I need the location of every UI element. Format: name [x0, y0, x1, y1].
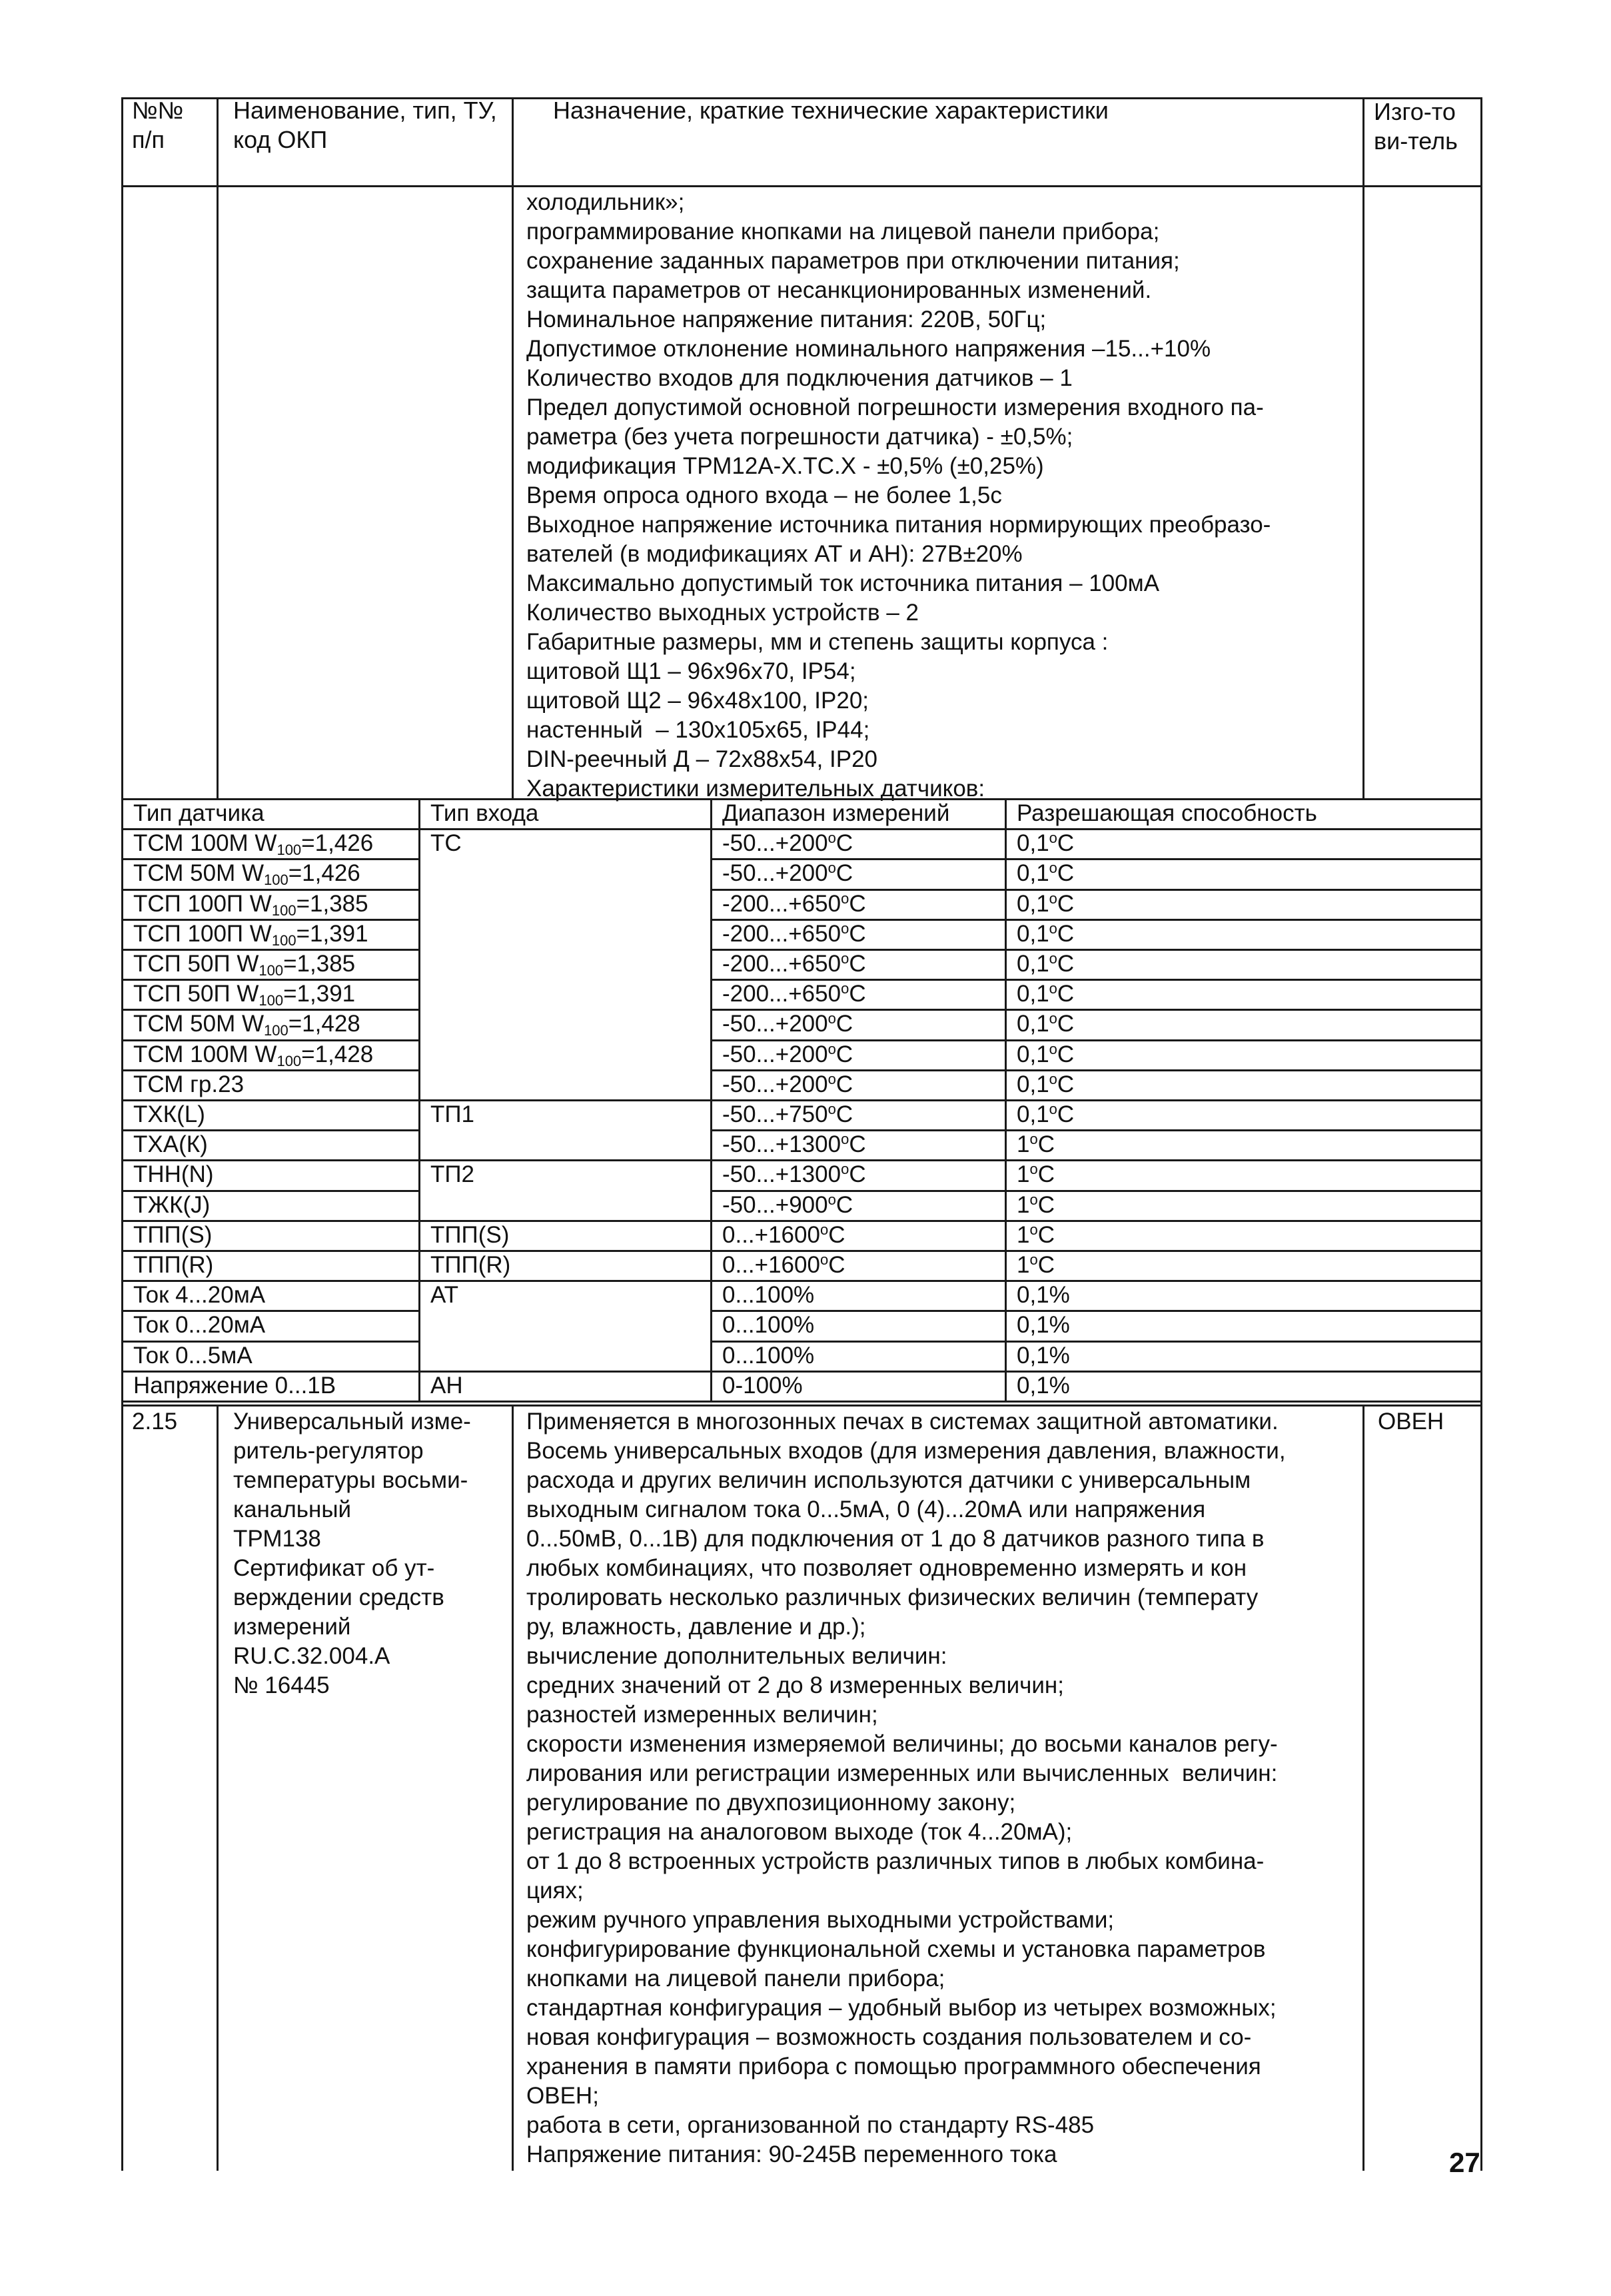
degree-mark: o: [1049, 889, 1057, 907]
resolution-cell: [1017, 979, 1074, 1009]
degree-mark: o: [827, 1040, 836, 1057]
description-line: Количество выходных устройств – 2: [526, 600, 919, 626]
sensor-type-cell: [133, 859, 360, 888]
unit: C: [835, 1011, 853, 1037]
resolution-cell: [1017, 919, 1074, 949]
entry-number: 2.15: [132, 1409, 178, 1435]
col-line-1-upper: [217, 97, 219, 798]
resolution-value: 0,1: [1017, 1071, 1049, 1097]
description-line: Напряжение питания: 90-245В переменного тока: [526, 2141, 1057, 2167]
sensor-type-cell: [133, 1191, 210, 1220]
sensor-name: Ток 4...20мА: [133, 1282, 266, 1309]
degree-mark: o: [827, 1070, 836, 1087]
resolution-value: 1: [1017, 1131, 1030, 1158]
description-line: вателей (в модификациях АТ и АН): 27В±20%: [526, 541, 1023, 567]
resolution-value: 0,1: [1017, 1011, 1049, 1037]
header-purpose: Назначение, краткие технические характеристики: [553, 97, 1109, 124]
resolution-value: 0,1: [1017, 1041, 1049, 1067]
header-maker: Изго-тови-тель: [1374, 98, 1458, 155]
sensor-table-header: Диапазон измерений: [722, 800, 950, 826]
name-line: канальный: [233, 1496, 352, 1522]
resolution-value: 0,1%: [1017, 1282, 1070, 1309]
description-line: вычисление дополнительных величин:: [526, 1643, 947, 1669]
description-line: холодильник»;: [526, 189, 685, 215]
row-line: [418, 1280, 710, 1282]
description-line: регулирование по двухпозиционному закону;: [526, 1790, 1016, 1816]
description-line: Восемь универсальных входов (для измерения давления, влажности,: [526, 1438, 1286, 1464]
resolution-value: 0,1: [1017, 830, 1049, 857]
resolution-value: 0,1: [1017, 890, 1049, 917]
unit: C: [835, 1071, 853, 1097]
range-cell: [722, 859, 853, 888]
degree-mark: o: [1049, 830, 1057, 847]
degree-mark: o: [1029, 1131, 1038, 1148]
resolution-cell: [1017, 1371, 1070, 1401]
entry-name: [233, 1407, 506, 1700]
unit: C: [828, 1221, 845, 1248]
resolution-cell: [1017, 829, 1074, 858]
range-value: -50...+750: [722, 1101, 828, 1127]
sensor-subscript: 100: [271, 931, 296, 949]
description-line: Применяется в многозонных печах в системах защитной автоматики.: [526, 1409, 1279, 1435]
unit: C: [1057, 890, 1075, 917]
description-line: Выходное напряжение источника питания нормирующих преобразо-: [526, 512, 1271, 538]
col-line-right: [1480, 97, 1482, 2171]
description-line: средних значений от 2 до 8 измеренных величин;: [526, 1672, 1064, 1698]
range-cell: [722, 1221, 845, 1250]
sensor-type-cell: [133, 1221, 212, 1250]
sensor-subscript: 100: [264, 1022, 288, 1039]
resolution-value: 0,1: [1017, 860, 1049, 887]
degree-mark: o: [1049, 860, 1057, 877]
col-line-1-lower: [217, 1405, 219, 2171]
sensor-type-cell: [133, 919, 368, 949]
sensor-coefficient: =1,391: [296, 920, 368, 947]
description-line: стандартная конфигурация – удобный выбор из четырех возможных;: [526, 1995, 1277, 2021]
resolution-value: 0,1%: [1017, 1342, 1070, 1369]
sensor-col-line: [710, 798, 712, 1401]
sensor-type-cell: [133, 1040, 373, 1069]
degree-mark: o: [1049, 1010, 1057, 1027]
sensor-type-cell: [133, 979, 355, 1009]
unit: C: [849, 981, 866, 1007]
range-value: -50...+1300: [722, 1161, 841, 1188]
row-line: [710, 1401, 1480, 1403]
name-line: ритель-регулятор: [233, 1438, 424, 1464]
description-line: любых комбинациях, что позволяет одновременно измерять и кон: [526, 1555, 1247, 1581]
row-line: [418, 1401, 710, 1403]
description-line: конфигурирование функциональной схемы и установка параметров: [526, 1936, 1266, 1962]
description-line: 0...50мВ, 0...1В) для подключения от 1 до 8 датчиков разного типа в: [526, 1526, 1265, 1552]
unit: C: [835, 1191, 853, 1218]
sensor-type-cell: [133, 949, 355, 979]
range-value: -50...+1300: [722, 1131, 841, 1158]
degree-mark: o: [827, 830, 836, 847]
description-line: ру, влажность, давление и др.);: [526, 1614, 866, 1640]
degree-mark: o: [1049, 1101, 1057, 1117]
sensor-name: Напряжение 0...1В: [133, 1372, 336, 1399]
sensor-type-cell: [133, 1371, 336, 1401]
header-bottom-border: [121, 185, 1480, 187]
resolution-cell: [1017, 1040, 1074, 1069]
sensor-type-cell: [133, 1130, 208, 1159]
degree-mark: o: [1029, 1251, 1038, 1268]
sensor-name: ТХК(L): [133, 1101, 205, 1127]
range-cell: [722, 1070, 853, 1099]
description-line: от 1 до 8 встроенных устройств различных типов в любых комбина-: [526, 1848, 1265, 1874]
description-line: DIN-реечный Д – 72х88х54, IP20: [526, 746, 878, 772]
sensor-subscript: 100: [276, 1052, 302, 1069]
resolution-value: 0,1: [1017, 951, 1049, 977]
degree-mark: o: [827, 1101, 836, 1117]
resolution-value: 0,1%: [1017, 1312, 1070, 1339]
range-cell: [722, 889, 866, 919]
header-num: №№ п/п: [132, 97, 184, 153]
unit: C: [1057, 1011, 1075, 1037]
description-line: режим ручного управления выходными устройствами;: [526, 1907, 1115, 1933]
range-cell: [722, 1311, 814, 1340]
unit: C: [1057, 1101, 1075, 1127]
range-cell: [722, 1009, 853, 1039]
range-value: -200...+650: [722, 951, 841, 977]
unit: C: [835, 860, 853, 887]
unit: C: [1057, 830, 1075, 857]
sensor-type-cell: [133, 1281, 265, 1310]
range-value: -50...+200: [722, 830, 828, 857]
description-line: Предел допустимой основной погрешности измерения входного па-: [526, 394, 1264, 420]
description-line: тролировать несколько различных физических величин (температу: [526, 1584, 1259, 1610]
description-line: Максимально допустимый ток источника питания – 100мА: [526, 570, 1160, 596]
resolution-value: 0,1: [1017, 920, 1049, 947]
sensor-type-cell: [133, 1311, 265, 1340]
sensor-name: ТПП(S): [133, 1221, 213, 1248]
unit: C: [1037, 1161, 1055, 1188]
resolution-cell: [1017, 1341, 1070, 1371]
range-cell: [722, 1371, 803, 1401]
name-line: Универсальный изме-: [233, 1409, 471, 1435]
resolution-value: 1: [1017, 1161, 1030, 1188]
row-line: [121, 1401, 418, 1403]
unit: C: [1037, 1252, 1055, 1278]
description-line: выходным сигналом тока 0...5мА, 0 (4)...20мА или напряжения: [526, 1496, 1206, 1522]
unit: C: [849, 951, 866, 977]
degree-mark: o: [819, 1251, 829, 1268]
range-value: -200...+650: [722, 981, 841, 1007]
degree-mark: o: [1029, 1161, 1038, 1178]
sensor-subscript: 100: [259, 962, 284, 979]
description-line: Допустимое отклонение номинального напряжения –15...+10%: [526, 336, 1211, 362]
col-line-left: [121, 97, 123, 2171]
description-line: расхода и других величин используются датчики с универсальным: [526, 1467, 1251, 1493]
input-type-cell: АТ: [430, 1282, 458, 1309]
sensor-name: ТСП 50П W: [133, 951, 259, 977]
name-line: температуры восьми-: [233, 1467, 468, 1493]
name-line: № 16445: [233, 1672, 330, 1698]
description-line: модификация ТРМ12А-Х.ТС.Х - ±0,5% (±0,25%): [526, 453, 1044, 479]
sensor-name: ТСМ гр.23: [133, 1071, 245, 1097]
range-value: 0...100%: [722, 1342, 815, 1369]
description-line: работа в сети, организованной по стандарту RS-485: [526, 2112, 1095, 2138]
col-line-3-upper: [1362, 97, 1364, 798]
name-line: измерений: [233, 1614, 351, 1640]
range-value: 0-100%: [722, 1372, 803, 1399]
sensor-name: ТСМ 50М W: [133, 1011, 264, 1037]
range-cell: [722, 979, 866, 1009]
resolution-cell: [1017, 1070, 1074, 1099]
sensor-table-header: Тип датчика: [133, 800, 265, 826]
degree-mark: o: [841, 1131, 849, 1148]
unit: C: [1057, 951, 1075, 977]
range-cell: [722, 1160, 866, 1189]
degree-mark: o: [1049, 1040, 1057, 1057]
range-value: 0...100%: [722, 1312, 815, 1339]
sensor-type-cell: [133, 1160, 214, 1189]
sensor-table-header: Разрешающая способность: [1017, 800, 1317, 826]
degree-mark: o: [841, 919, 849, 937]
range-cell: [722, 1281, 814, 1310]
sensor-type-cell: [133, 1341, 253, 1371]
sensor-name: Ток 0...5мА: [133, 1342, 253, 1369]
range-cell: [722, 919, 866, 949]
col-line-2-lower: [512, 1405, 514, 2171]
range-cell: [722, 949, 866, 979]
unit: C: [1057, 981, 1075, 1007]
degree-mark: o: [1029, 1221, 1038, 1238]
sensor-subscript: 100: [276, 842, 302, 859]
unit: C: [1057, 860, 1075, 887]
sensor-coefficient: =1,391: [283, 981, 356, 1007]
range-value: -50...+200: [722, 860, 828, 887]
description-line: новая конфигурация – возможность создания пользователем и со-: [526, 2024, 1252, 2050]
unit: C: [1037, 1131, 1055, 1158]
degree-mark: o: [827, 860, 836, 877]
resolution-cell: [1017, 1221, 1055, 1250]
degree-mark: o: [841, 950, 849, 967]
description-line: щитовой Щ1 – 96х96х70, IP54;: [526, 658, 856, 684]
sensor-table-header: Тип входа: [430, 800, 539, 826]
resolution-cell: [1017, 949, 1074, 979]
description-line: Характеристики измерительных датчиков:: [526, 776, 985, 802]
row-line: [710, 1341, 1480, 1343]
degree-mark: o: [1049, 1070, 1057, 1087]
resolution-cell: [1017, 1160, 1055, 1189]
continuation-text: [526, 188, 1359, 804]
input-type-cell: ТП2: [430, 1161, 475, 1188]
resolution-cell: [1017, 1100, 1074, 1129]
sensor-name: ТСП 100П W: [133, 920, 272, 947]
description-line: Количество входов для подключения датчиков – 1: [526, 365, 1073, 391]
range-value: -50...+200: [722, 1041, 828, 1067]
sensor-type-cell: [133, 1251, 213, 1280]
sensor-subscript: 100: [259, 992, 284, 1009]
range-value: 0...100%: [722, 1282, 815, 1309]
name-line: ТРМ138: [233, 1526, 321, 1552]
entry-2-15-top: [121, 1405, 1480, 1407]
sensor-coefficient: =1,426: [288, 860, 360, 887]
description-line: Время опроса одного входа – не более 1,5с: [526, 482, 1002, 508]
description-line: защита параметров от несанкционированных изменений.: [526, 277, 1152, 303]
degree-mark: o: [1029, 1191, 1038, 1208]
header-name: Наименование, тип, ТУ, код ОКП: [233, 97, 497, 153]
description-line: сохранение заданных параметров при отключении питания;: [526, 248, 1180, 274]
entry-maker: ОВЕН: [1378, 1409, 1444, 1435]
sensor-type-cell: [133, 889, 368, 919]
unit: C: [849, 890, 866, 917]
resolution-cell: [1017, 1130, 1055, 1159]
degree-mark: o: [841, 889, 849, 907]
sensor-col-line: [418, 798, 420, 1401]
sensor-col-line: [1005, 798, 1007, 1401]
sensor-name: ТЖК(J): [133, 1191, 211, 1218]
range-cell: [722, 1251, 845, 1280]
description-line: настенный – 130х105х65, IP44;: [526, 717, 870, 743]
sensor-subscript: 100: [264, 871, 288, 889]
sensor-coefficient: =1,428: [288, 1011, 360, 1037]
resolution-cell: [1017, 1281, 1070, 1310]
description-line: регистрация на аналоговом выходе (ток 4...20мА);: [526, 1819, 1073, 1845]
row-line: [710, 1371, 1480, 1373]
degree-mark: o: [1049, 950, 1057, 967]
sensor-name: ТСМ 50М W: [133, 860, 264, 887]
unit: C: [849, 920, 866, 947]
resolution-cell: [1017, 1009, 1074, 1039]
row-line: [710, 1280, 1480, 1282]
sensor-name: ТНН(N): [133, 1161, 214, 1188]
unit: C: [835, 830, 853, 857]
range-cell: [722, 1100, 853, 1129]
sensor-coefficient: =1,426: [301, 830, 374, 857]
sensor-coefficient: =1,428: [301, 1041, 374, 1067]
range-value: -50...+900: [722, 1191, 828, 1218]
range-cell: [722, 1341, 814, 1371]
sensor-name: ТСМ 100М W: [133, 830, 277, 857]
input-type-cell: АН: [430, 1372, 463, 1399]
description-line: хранения в памяти прибора с помощью программного обеспечения: [526, 2053, 1261, 2079]
sensor-coefficient: =1,385: [283, 951, 356, 977]
resolution-value: 1: [1017, 1221, 1030, 1248]
description-line: лирования или регистрации измеренных или вычисленных величин:: [526, 1760, 1278, 1786]
sensor-coefficient: =1,385: [296, 890, 368, 917]
page-number: 27: [1449, 2147, 1480, 2178]
range-cell: [722, 829, 853, 858]
range-cell: [722, 1130, 866, 1159]
unit: C: [849, 1161, 866, 1188]
degree-mark: o: [819, 1221, 829, 1238]
sensor-name: ТХА(К): [133, 1131, 208, 1158]
resolution-value: 0,1%: [1017, 1372, 1070, 1399]
resolution-cell: [1017, 1191, 1055, 1220]
resolution-cell: [1017, 889, 1074, 919]
input-type-cell: ТС: [430, 830, 462, 857]
unit: C: [835, 1101, 853, 1127]
range-value: 0...+1600: [722, 1221, 820, 1248]
sensor-type-cell: [133, 1100, 205, 1129]
unit: C: [835, 1041, 853, 1067]
name-line: Сертификат об ут-: [233, 1555, 435, 1581]
resolution-value: 0,1: [1017, 1101, 1049, 1127]
sensor-type-cell: [133, 829, 373, 858]
degree-mark: o: [827, 1010, 836, 1027]
degree-mark: o: [1049, 919, 1057, 937]
description-line: кнопками на лицевой панели прибора;: [526, 1966, 945, 1992]
resolution-value: 0,1: [1017, 981, 1049, 1007]
unit: C: [1057, 1071, 1075, 1097]
resolution-cell: [1017, 1311, 1070, 1340]
name-line: RU.C.32.004.A: [233, 1643, 390, 1669]
sensor-name: ТПП(R): [133, 1252, 214, 1278]
range-cell: [722, 1040, 853, 1069]
resolution-cell: [1017, 1251, 1055, 1280]
resolution-value: 1: [1017, 1252, 1030, 1278]
sensor-name: ТСП 50П W: [133, 981, 259, 1007]
range-value: -50...+200: [722, 1011, 828, 1037]
col-line-2-upper: [512, 97, 514, 798]
description-line: щитовой Щ2 – 96х48х100, IP20;: [526, 688, 869, 714]
sensor-name: Ток 0...20мА: [133, 1312, 266, 1339]
range-value: -200...+650: [722, 890, 841, 917]
description-line: скорости изменения измеряемой величины; до восьми каналов регу-: [526, 1731, 1278, 1757]
sensor-subscript: 100: [271, 901, 296, 919]
row-line: [710, 1310, 1480, 1312]
unit: C: [1037, 1191, 1055, 1218]
sensor-name: ТСП 100П W: [133, 890, 272, 917]
range-cell: [722, 1191, 853, 1220]
description-line: разностей измеренных величин;: [526, 1702, 878, 1728]
description-line: раметра (без учета погрешности датчика) - ±0,5%;: [526, 424, 1073, 450]
description-line: циях;: [526, 1878, 584, 1904]
unit: C: [1057, 1041, 1075, 1067]
description-line: программирование кнопками на лицевой панели прибора;: [526, 219, 1160, 245]
degree-mark: o: [827, 1191, 836, 1208]
col-line-3-lower: [1362, 1405, 1364, 2171]
range-value: -200...+650: [722, 920, 841, 947]
unit: C: [849, 1131, 866, 1158]
degree-mark: o: [841, 1161, 849, 1178]
sensor-type-cell: [133, 1009, 360, 1039]
degree-mark: o: [841, 980, 849, 997]
unit: C: [828, 1252, 845, 1278]
input-type-cell: ТП1: [430, 1101, 475, 1127]
description-line: ОВЕН;: [526, 2083, 599, 2109]
input-type-cell: ТПП(S): [430, 1221, 510, 1248]
sensor-type-cell: [133, 1070, 244, 1099]
range-value: 0...+1600: [722, 1252, 820, 1278]
input-type-cell: ТПП(R): [430, 1252, 511, 1278]
degree-mark: o: [1049, 980, 1057, 997]
sensor-name: ТСМ 100М W: [133, 1041, 277, 1067]
range-value: -50...+200: [722, 1071, 828, 1097]
name-line: верждении средств: [233, 1584, 444, 1610]
unit: C: [1057, 920, 1075, 947]
entry-description: [526, 1407, 1359, 2169]
description-line: Габаритные размеры, мм и степень защиты корпуса :: [526, 629, 1109, 655]
description-line: Номинальное напряжение питания: 220В, 50Гц;: [526, 306, 1047, 332]
unit: C: [1037, 1221, 1055, 1248]
resolution-value: 1: [1017, 1191, 1030, 1218]
resolution-cell: [1017, 859, 1074, 888]
